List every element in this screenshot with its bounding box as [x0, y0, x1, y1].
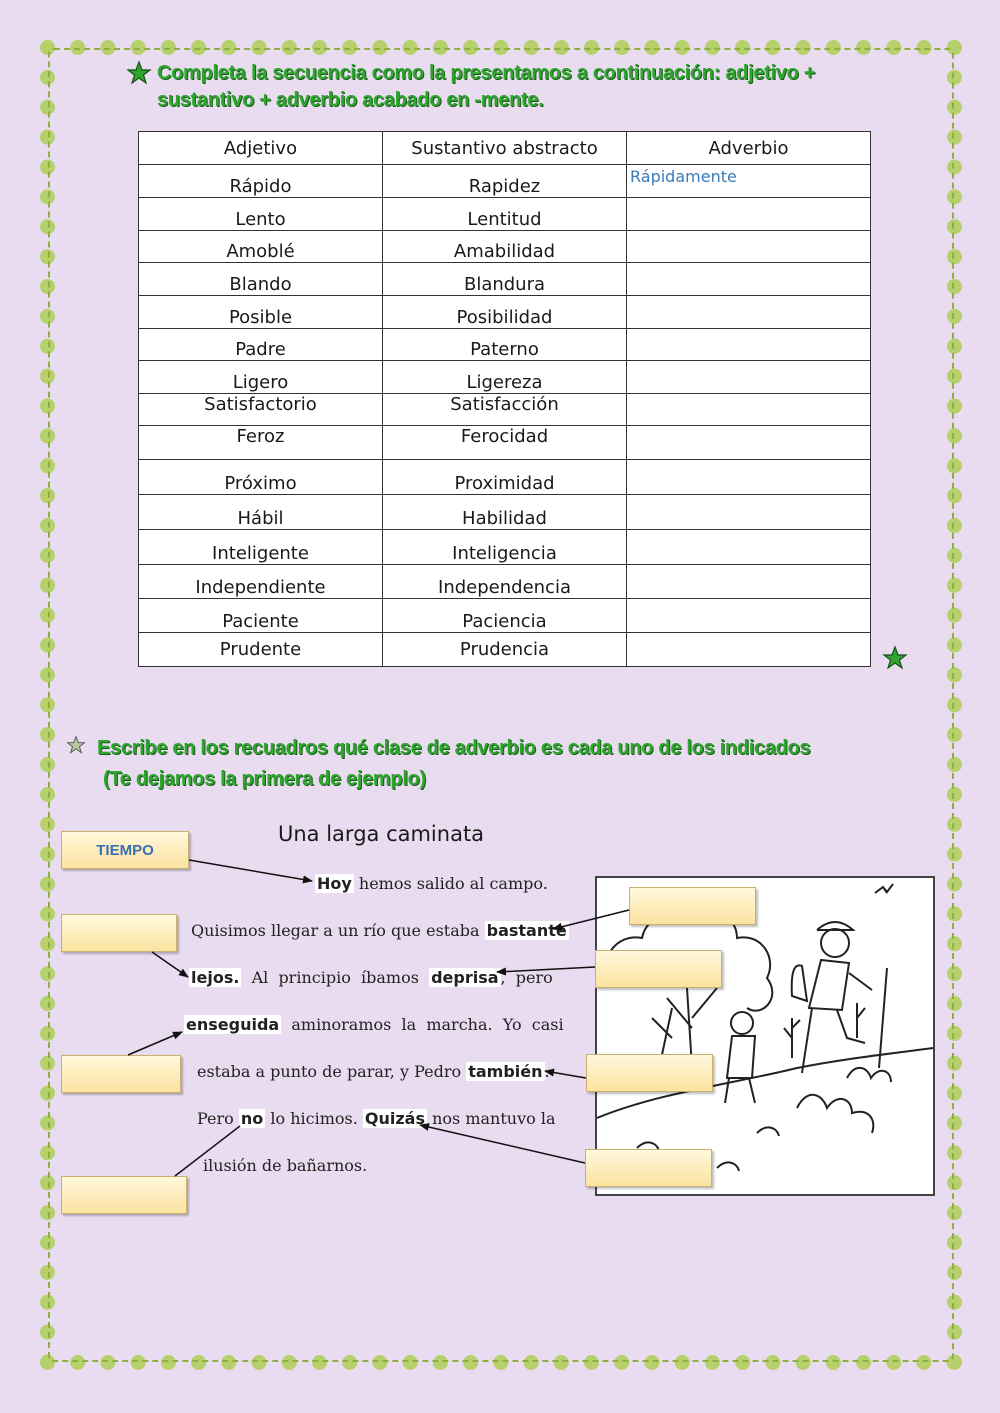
- adverb-lejos: lejos.: [191, 968, 240, 987]
- cell-sustantivo: Independencia: [383, 565, 627, 599]
- instruction-1-line1: Completa la secuencia como la presentamos a continuación: adjetivo +: [157, 62, 816, 84]
- story-text: lo hicimos.: [265, 1109, 363, 1128]
- arrow-enseguida: [128, 1032, 182, 1055]
- adverb-enseguida: enseguida: [186, 1015, 280, 1034]
- instruction-1-line2: sustantivo + adverbio acabado en -mente.: [157, 89, 544, 111]
- cell-sustantivo: Prudencia: [383, 633, 627, 667]
- adverb-hoy: Hoy: [317, 874, 352, 893]
- story-text: hemos salido al campo.: [353, 874, 548, 893]
- cell-sustantivo: Posibilidad: [383, 296, 627, 329]
- cell-adjetivo: Satisfactorio: [139, 394, 383, 426]
- story-title: Una larga caminata: [278, 822, 485, 846]
- cell-adjetivo: Hábil: [139, 495, 383, 530]
- cell-adjetivo: Prudente: [139, 633, 383, 667]
- cell-sustantivo: Proximidad: [383, 460, 627, 495]
- arrow-deprisa: [497, 967, 595, 972]
- cell-adjetivo: Próximo: [139, 460, 383, 495]
- story-text: .: [544, 1062, 550, 1081]
- cell-sustantivo: Blandura: [383, 263, 627, 296]
- cell-adjetivo: Blando: [139, 263, 383, 296]
- header-adverbio: Adverbio: [627, 132, 871, 165]
- instruction-2-line1: Escribe en los recuadros qué clase de adverbio es cada uno de los indicados: [97, 737, 811, 759]
- story-text: Pero: [197, 1109, 239, 1128]
- adverb-tambien: también: [468, 1062, 543, 1081]
- cell-adjetivo: Inteligente: [139, 530, 383, 565]
- arrow-tambien: [545, 1071, 586, 1078]
- cell-sustantivo: Paciencia: [383, 599, 627, 633]
- cell-adjetivo: Padre: [139, 329, 383, 361]
- cell-adjetivo: Independiente: [139, 565, 383, 599]
- story-text: nos mantuvo la: [427, 1109, 556, 1128]
- story-text: , pero: [500, 968, 553, 987]
- cell-sustantivo: Rapidez: [383, 165, 627, 198]
- adverb-no: no: [240, 1109, 264, 1128]
- cell-sustantivo: Ferocidad: [383, 426, 627, 460]
- cell-adjetivo: Paciente: [139, 599, 383, 633]
- adverb-bastante: bastante: [486, 921, 567, 940]
- story-text: estaba a punto de parar, y Pedro: [197, 1062, 467, 1081]
- cell-sustantivo: Lentitud: [383, 198, 627, 231]
- cell-sustantivo: Ligereza: [383, 361, 627, 394]
- arrow-lejos: [152, 952, 188, 977]
- cell-adjetivo: Feroz: [139, 426, 383, 460]
- adverb-type-label: TIEMPO: [96, 842, 154, 859]
- cell-sustantivo: Satisfacción: [383, 394, 627, 426]
- cell-sustantivo: Paterno: [383, 329, 627, 361]
- cell-adjetivo: Lento: [139, 198, 383, 231]
- header-adjetivo: Adjetivo: [139, 132, 383, 165]
- arrow-no: [175, 1126, 240, 1176]
- adverb-deprisa: deprisa: [431, 968, 499, 987]
- story-text: Al principio íbamos: [241, 968, 430, 987]
- adverb-quizas: Quizás: [364, 1109, 425, 1128]
- instruction-2-line2: (Te dejamos la primera de ejemplo): [103, 768, 426, 790]
- arrow-quizas: [420, 1125, 585, 1163]
- header-sustantivo: Sustantivo abstracto: [383, 132, 627, 165]
- story-text: aminoramos la marcha. Yo casi: [281, 1015, 564, 1034]
- cell-adjetivo: Ligero: [139, 361, 383, 394]
- cell-sustantivo: Amabilidad: [383, 231, 627, 263]
- cell-adjetivo: Posible: [139, 296, 383, 329]
- cell-adverbio-answer[interactable]: Rápidamente: [627, 165, 871, 198]
- cell-sustantivo: Inteligencia: [383, 530, 627, 565]
- cell-adjetivo: Rápido: [139, 165, 383, 198]
- cell-sustantivo: Habilidad: [383, 495, 627, 530]
- arrow-bastante: [553, 910, 629, 929]
- story-text: Quisimos llegar a un río que estaba: [191, 921, 485, 940]
- cell-adjetivo: Amoblé: [139, 231, 383, 263]
- arrow-tiempo-hoy: [189, 860, 312, 881]
- story-line-7: ilusión de bañarnos.: [203, 1156, 368, 1175]
